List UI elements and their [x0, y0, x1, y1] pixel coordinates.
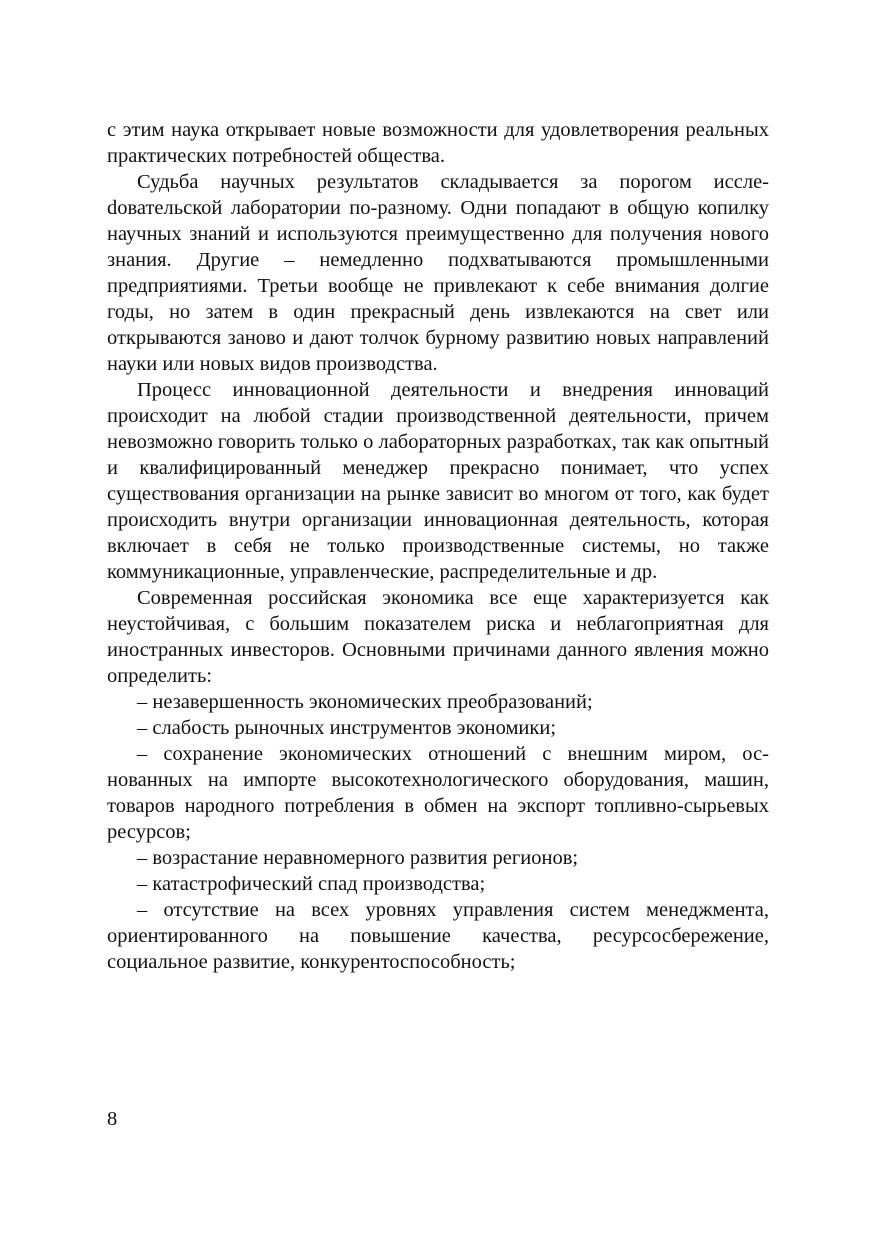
paragraph: с этим наука открывает новые возможности для удовлетворения реальных практических потребностей общества.: [107, 119, 769, 167]
list-item: – незавершенность экономических преобразований;: [137, 691, 593, 713]
paragraph: Судьба научных результатов складывается за порогом исслеdовательской лаборатории по-разному. Одни попадают в общую копилку научных знаний и используются преимущественно для получения нового знания. Другие – немедленно подхватываются промышленными предприятиями. Третьи вообще не привлекают к себе внимания долгие годы, но затем в один прекрасный день извлекаются на свет или открываются заново и дают толчок бурному развитию новых направлений науки или новых видов производства.: [107, 171, 769, 375]
page-number: 8: [107, 1108, 118, 1130]
page-body: [107, 117, 769, 975]
list-item: – возрастание неравномерного развития регионов;: [137, 847, 579, 869]
list-item: – сохранение экономических отношений с внешним миром, основанных на импорте высокотехнологического оборудования, машин, товаров народного потребления в обмен на экспорт топливно-сырьевых ресурсов;: [107, 743, 769, 843]
list-item: – отсутствие на всех уровнях управления систем менеджмента, ориентированного на повышение качества, ресурсосбережение, социальное развитие, конкурентоспособность;: [107, 899, 769, 973]
list-item: – катастрофический спад производства;: [137, 873, 486, 895]
paragraph: Современная российская экономика все еще характеризуется как неустойчивая, с большим показателем риска и неблагоприятная для иностранных инвесторов. Основными причинами данного явления можно определить:: [107, 587, 769, 687]
list-item: – слабость рыночных инструментов экономики;: [137, 717, 557, 739]
paragraph: Процесс инновационной деятельности и внедрения инноваций происходит на любой стадии производственной деятельности, причем невозможно говорить только о лабораторных разработках, так как опытный и квалифицированный менеджер прекрасно понимает, что успех существования организации на рынке зависит во многом от того, как будет происходить внутри организации инновационная деятельность, которая включает в себя не только производственные системы, но также коммуникационные, управленческие, распределительные и др.: [107, 379, 769, 583]
